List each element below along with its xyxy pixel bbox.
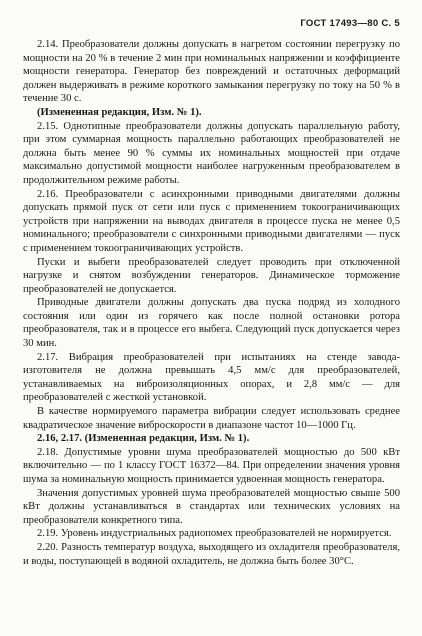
- paragraph: 2.20. Разность температур воздуха, выходящего из охладителя преобразователя, и воды, поступающей в водяной охладитель, не должна быть более 30°С.: [23, 541, 400, 567]
- paragraph: 2.16. Преобразователи с асинхронными приводными двигателями должны допускать прямой пуск от сети или пуск с применением токоограничивающих устройств при напряжении на выводах двигателя в процессе пуска не менее 0,5 номинального; преобразователи с синхронными приводными двигателями — пуск с применением токоограничивающих устройств.: [23, 188, 400, 254]
- paragraph: Значения допустимых уровней шума преобразователей мощностью свыше 500 кВт должны устанавливаться в стандартах или технических условиях на преобразователи конкретного типа.: [23, 487, 400, 526]
- paragraph: 2.18. Допустимые уровни шума преобразователей мощностью до 500 кВт включительно — по 1 классу ГОСТ 16372—84. При определении значения уровня шума за номинальную мощность принимается удвоенная мощность генератора.: [23, 446, 400, 485]
- paragraph: 2.17. Вибрация преобразователей при испытаниях на стенде завода-изготовителя не должна превышать 4,5 мм/с для преобразователей, устанавливаемых на виброизоляционных опорах, и 2,8 мм/с — для преобразователей с жесткой установкой.: [23, 351, 400, 404]
- document-body: [23, 38, 400, 568]
- paragraph: 2.15. Однотипные преобразователи должны допускать параллельную работу, при этом суммарная мощность параллельно работающих преобразователей не должна быть менее 90 % суммы их номинальных мощностей при отдаче максимально допустимой мощности наиболее нагруженным преобразователем в продолжительном режиме работы.: [23, 120, 400, 186]
- page-header: ГОСТ 17493—80 С. 5: [300, 18, 400, 29]
- paragraph: Пуски и выбеги преобразователей следует проводить при отключенной нагрузке и снятом возбуждении генераторов. Динамическое торможение преобразователей не допускается.: [23, 256, 400, 295]
- paragraph: Приводные двигатели должны допускать два пуска подряд из холодного состояния или один из горячего как после полной остановки ротора преобразователя, так и в процессе его выбега. Следующий пуск допускается через 30 мин.: [23, 297, 400, 350]
- amendment-note: (Измененная редакция, Изм. № 1).: [37, 106, 202, 118]
- paragraph: 2.19. Уровень индустриальных радиопомех преобразователей не нормируется.: [37, 528, 392, 540]
- amendment-note: 2.16, 2.17. (Измененная редакция, Изм. № 1).: [37, 433, 250, 445]
- paragraph: 2.14. Преобразователи должны допускать в нагретом состоянии перегрузку по мощности на 20 % в течение 2 мин при номинальных напряжении и коэффициенте мощности генератора. Генератор без повреждений и остаточных деформаций должен выдерживать в режиме короткого замыкания перегрузку по току на 50 % в течение 30 с.: [23, 39, 400, 105]
- paragraph: В качестве нормируемого параметра вибрации следует использовать среднее квадратическое значение виброскорости в диапазоне частот 10—1000 Гц.: [23, 406, 400, 431]
